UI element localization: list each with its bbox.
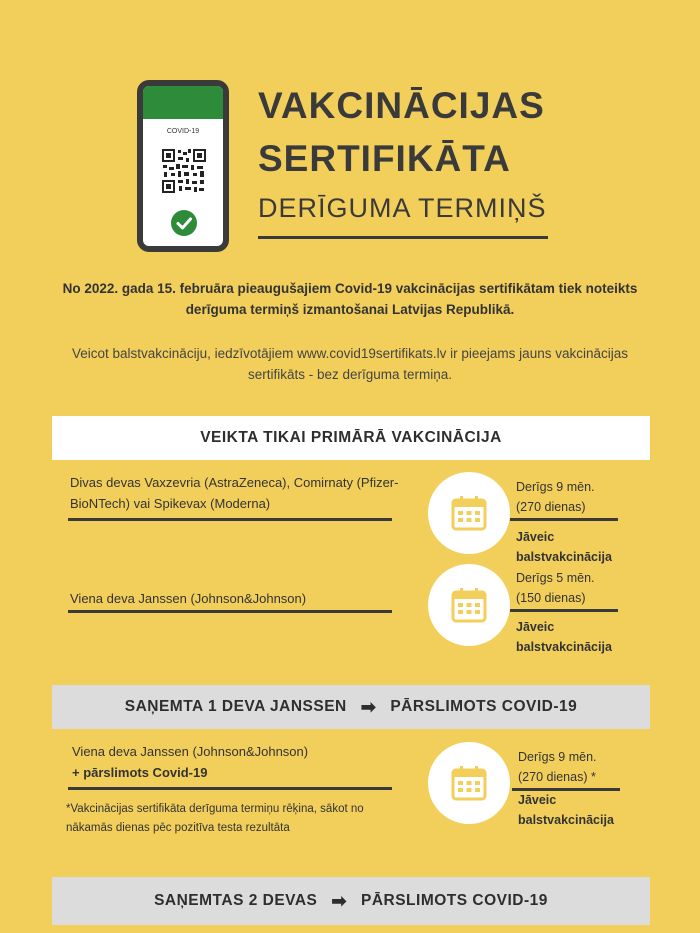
arrow-right-icon: ➡	[331, 890, 347, 911]
row-1-right-rule	[510, 518, 618, 521]
phone-illustration	[137, 80, 229, 252]
row-2-calendar-circle	[428, 564, 510, 646]
title-line-2: SERTIFIKĀTA	[258, 138, 511, 179]
calendar-icon	[449, 763, 489, 803]
banner-right-label: PĀRSLIMOTS COVID-19	[360, 892, 548, 909]
row-1-calendar-circle	[428, 472, 510, 554]
section-2-calendar-circle	[428, 742, 510, 824]
check-icon	[171, 210, 197, 236]
row-2-action: Jāveic balstvakcinācija	[516, 620, 612, 654]
row-1-valid: Derīgs 9 mēn.	[516, 480, 595, 494]
section-2-text-bold: + pārslimots Covid-19	[72, 765, 208, 780]
intro-bold-text: No 2022. gada 15. februāra pieaugušajiem Covid-19 vakcinācijas sertifikātam tiek noteikts derīguma termiņš izmantošanai Latvijas Republikā.	[62, 281, 638, 317]
arrow-right-icon: ➡	[360, 696, 377, 717]
title-line-1: VAKCINĀCIJAS	[258, 85, 545, 126]
qr-code-icon	[161, 148, 207, 194]
intro-text: Veicot balstvakcināciju, iedzīvotājiem www.covid19sertifikats.lv ir pieejams jauns vakcinācijas sertifikāts - bez derīguma termiņa.	[72, 346, 628, 382]
banner-left-label: SAŅEMTA 1 DEVA JANSSEN	[124, 698, 347, 715]
calendar-icon	[449, 493, 489, 533]
section-2-days: (270 dienas) *	[518, 770, 596, 784]
banner-right-label: PĀRSLIMOTS COVID-19	[390, 698, 578, 715]
row-1-text: Divas devas Vaxzevria (AstraZeneca), Comirnaty (Pfizer-BioNTech) vai Spikevax (Moderna)	[70, 475, 399, 511]
phone-label: COVID-19	[166, 128, 200, 135]
section-banner-primary	[52, 416, 650, 460]
section-2-valid: Derīgs 9 mēn.	[518, 750, 597, 764]
row-2-text: Viena deva Janssen (Johnson&Johnson)	[70, 591, 307, 606]
section-banner-janssen-recovered	[52, 685, 650, 729]
section-2-footnote: *Vakcinācijas sertifikāta derīguma termiņu rēķina, sākot no nākamās dienas pēc pozitīva testa rezultāta	[66, 803, 364, 834]
row-2-valid: Derīgs 5 mēn.	[516, 571, 595, 585]
title-line-3: DERĪGUMA TERMIŅŠ	[258, 193, 547, 223]
banner-left-label: SAŅEMTAS 2 DEVAS	[154, 892, 318, 909]
title-underline	[258, 236, 548, 239]
calendar-icon	[449, 585, 489, 625]
row-2-rule	[68, 610, 392, 613]
row-2-days: (150 dienas)	[516, 591, 586, 605]
row-1-rule	[68, 518, 392, 521]
banner-label: VEIKTA TIKAI PRIMĀRĀ VAKCINĀCIJA	[200, 429, 502, 446]
row-2-right-rule	[510, 609, 618, 612]
row-1-days: (270 dienas)	[516, 500, 586, 514]
section-2-text: Viena deva Janssen (Johnson&Johnson)	[72, 744, 309, 759]
phone-header-bar	[143, 86, 223, 119]
row-1-action: Jāveic balstvakcinācija	[516, 530, 612, 564]
section-2-rule	[68, 787, 392, 790]
section-2-action: Jāveic balstvakcinācija	[518, 793, 614, 827]
section-banner-two-doses-recovered	[52, 877, 650, 925]
